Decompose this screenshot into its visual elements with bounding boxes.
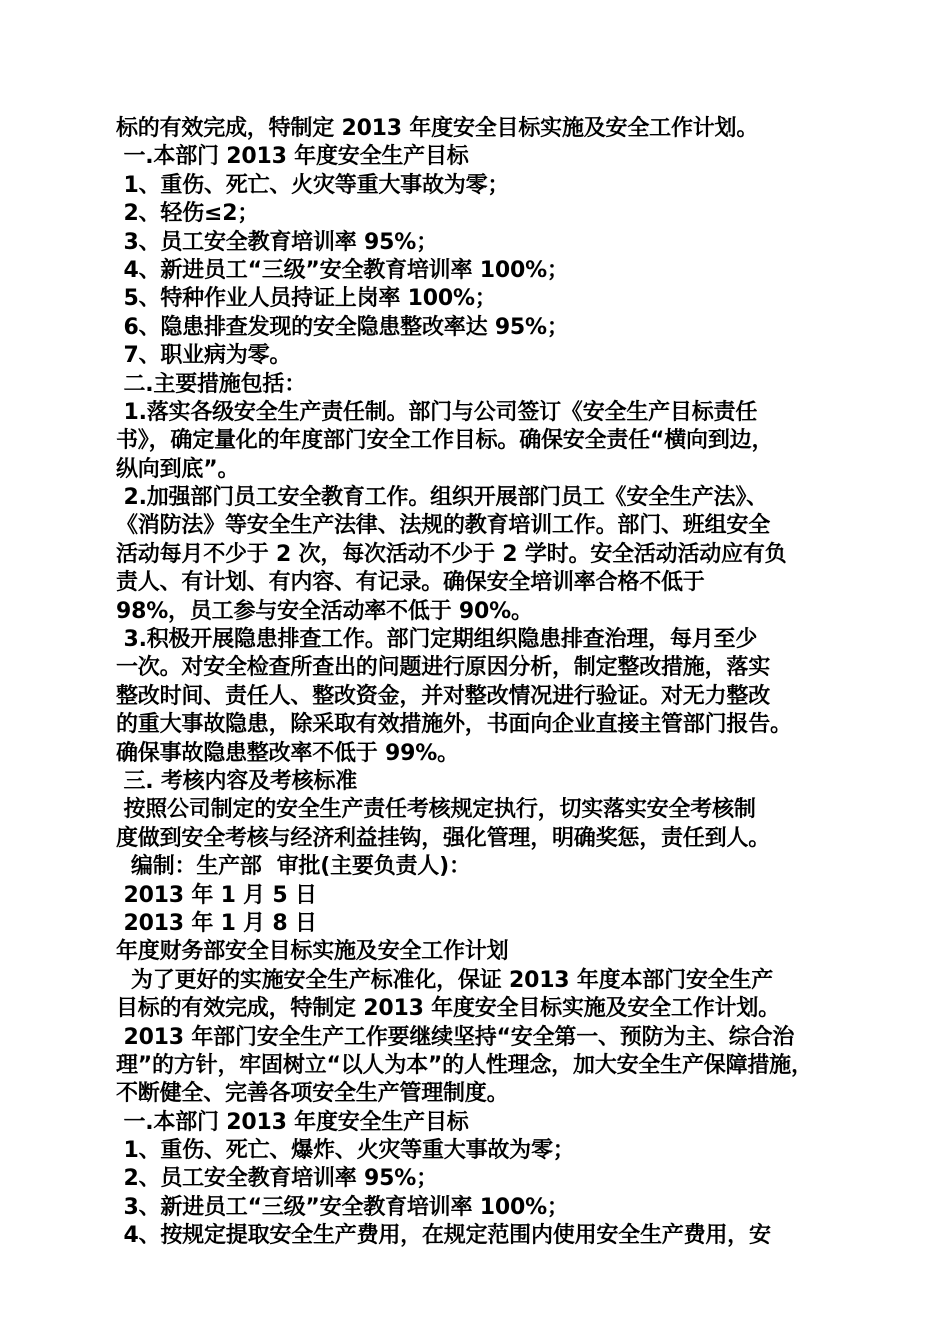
text-line: 一次。对安全检查所查出的问题进行原因分析，制定整改措施，落实	[116, 655, 771, 681]
text-line: 2013 年 1 月 5 日	[116, 882, 317, 908]
text-line: 确保事故隐患整改率不低于 99%。	[116, 740, 459, 766]
text-line: 《消防法》等安全生产法律、法规的教育培训工作。部门、班组安全	[116, 513, 771, 539]
text-line: 2013 年部门安全生产工作要继续坚持“安全第一、预防为主、综合治	[116, 1024, 795, 1050]
text-line: 按照公司制定的安全生产责任考核规定执行，切实落实安全考核制	[116, 797, 756, 823]
text-line: 2.加强部门员工安全教育工作。组织开展部门员工《安全生产法》、	[116, 485, 768, 511]
text-line: 不断健全、完善各项安全生产管理制度。	[116, 1081, 509, 1107]
text-line: 整改时间、责任人、整改资金，并对整改情况进行验证。对无力整改	[116, 683, 771, 709]
text-line: 7、职业病为零。	[116, 343, 292, 369]
text-line: 责人、有计划、有内容、有记录。确保安全培训率合格不低于	[116, 570, 705, 596]
text-line: 4、新进员工“三级”安全教育培训率 100%；	[116, 257, 569, 283]
text-line: 3、员工安全教育培训率 95%；	[116, 229, 438, 255]
text-line: 3.积极开展隐患排查工作。部门定期组织隐患排查治理，每月至少	[116, 627, 758, 653]
text-line: 98%，员工参与安全活动率不低于 90%。	[116, 598, 533, 624]
text-line: 为了更好的实施安全生产标准化，保证 2013 年度本部门安全生产	[116, 967, 774, 993]
text-line: 1.落实各级安全生产责任制。部门与公司签订《安全生产目标责任	[116, 399, 758, 425]
document-body	[116, 115, 856, 1251]
text-line: 三. 考核内容及考核标准	[116, 768, 358, 794]
text-line: 编制：生产部 审批(主要负责人)：	[116, 854, 471, 880]
text-line: 5、特种作业人员持证上岗率 100%；	[116, 286, 497, 312]
text-line: 2、轻伤≤2；	[116, 201, 260, 227]
text-line: 年度财务部安全目标实施及安全工作计划	[116, 939, 509, 965]
text-line: 一.本部门 2013 年度安全生产目标	[116, 144, 469, 170]
text-line: 二.主要措施包括：	[116, 371, 307, 397]
text-line: 3、新进员工“三级”安全教育培训率 100%；	[116, 1194, 569, 1220]
text-line: 活动每月不少于 2 次，每次活动不少于 2 学时。安全活动活动应有负	[116, 541, 787, 567]
text-line: 书》，确定量化的年度部门安全工作目标。确保安全责任“横向到边，	[116, 428, 774, 454]
text-line: 2、员工安全教育培训率 95%；	[116, 1166, 438, 1192]
text-line: 标的有效完成，特制定 2013 年度安全目标实施及安全工作计划。	[116, 116, 759, 141]
text-line: 理”的方针，牢固树立“以人为本”的人性理念，加大安全生产保障措施，	[116, 1052, 813, 1078]
text-line: 一.本部门 2013 年度安全生产目标	[116, 1109, 469, 1135]
text-line: 目标的有效完成，特制定 2013 年度安全目标实施及安全工作计划。	[116, 996, 780, 1022]
text-line: 纵向到底”。	[116, 456, 240, 482]
text-line: 1、重伤、死亡、火灾等重大事故为零；	[116, 172, 510, 198]
text-line: 1、重伤、死亡、爆炸、火灾等重大事故为零；	[116, 1138, 575, 1164]
text-line: 度做到安全考核与经济利益挂钩，强化管理，明确奖惩，责任到人。	[116, 825, 771, 851]
text-line: 4、按规定提取安全生产费用，在规定范围内使用安全生产费用，安	[116, 1223, 771, 1249]
text-line: 6、隐患排查发现的安全隐患整改率达 95%；	[116, 314, 569, 340]
text-line: 2013 年 1 月 8 日	[116, 910, 317, 936]
text-line: 的重大事故隐患，除采取有效措施外，书面向企业直接主管部门报告。	[116, 712, 792, 738]
